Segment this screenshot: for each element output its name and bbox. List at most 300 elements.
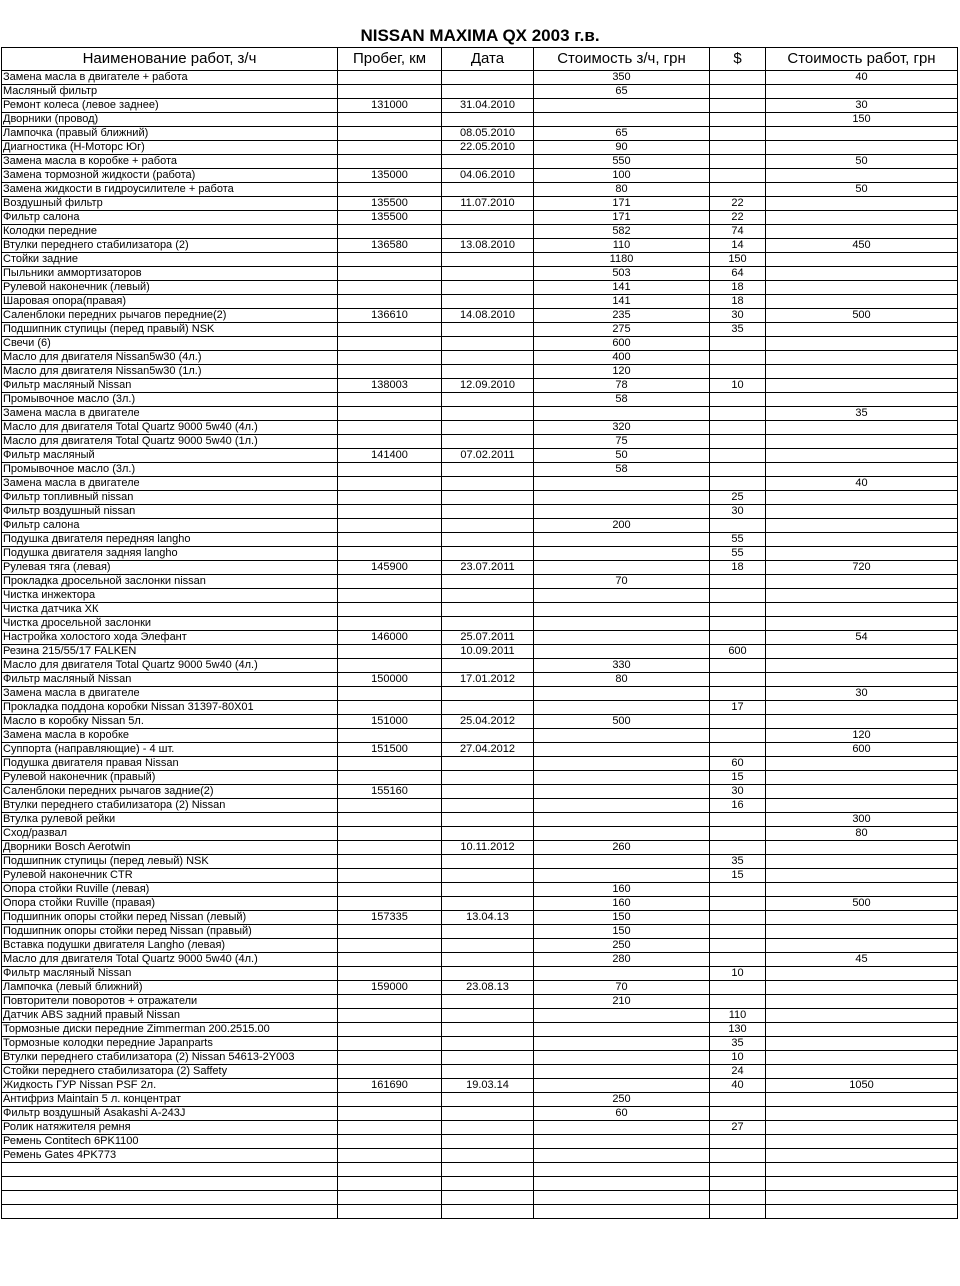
- cell-usd: [710, 953, 766, 967]
- cell-date: 17.01.2012: [442, 673, 534, 687]
- cell-work-cost: [766, 1205, 958, 1219]
- cell-work-cost: [766, 883, 958, 897]
- cell-parts-cost: [534, 743, 710, 757]
- cell-parts-cost: 75: [534, 435, 710, 449]
- table-row: [2, 253, 958, 267]
- cell-usd: [710, 155, 766, 169]
- cell-work-cost: [766, 491, 958, 505]
- table-row: [2, 211, 958, 225]
- cell-work-cost: 300: [766, 813, 958, 827]
- cell-usd: [710, 407, 766, 421]
- cell-mileage: 135000: [338, 169, 442, 183]
- cell-work-name: Подшипник ступицы (перед правый) NSK: [2, 323, 338, 337]
- cell-work-cost: [766, 351, 958, 365]
- header-mileage: Пробег, км: [338, 48, 442, 71]
- cell-date: [442, 617, 534, 631]
- cell-usd: 64: [710, 267, 766, 281]
- cell-work-cost: [766, 421, 958, 435]
- cell-parts-cost: 65: [534, 85, 710, 99]
- cell-parts-cost: [534, 589, 710, 603]
- cell-usd: 10: [710, 1051, 766, 1065]
- cell-mileage: 138003: [338, 379, 442, 393]
- cell-parts-cost: 330: [534, 659, 710, 673]
- cell-mileage: [338, 253, 442, 267]
- cell-mileage: [338, 617, 442, 631]
- header-work-name: Наименование работ, з/ч: [2, 48, 338, 71]
- cell-parts-cost: [534, 645, 710, 659]
- table-row: [2, 1093, 958, 1107]
- cell-mileage: [338, 995, 442, 1009]
- cell-work-name: Замена масла в коробке: [2, 729, 338, 743]
- cell-date: [442, 211, 534, 225]
- cell-date: 08.05.2010: [442, 127, 534, 141]
- cell-usd: 25: [710, 491, 766, 505]
- cell-usd: [710, 1205, 766, 1219]
- cell-work-name: Опора стойки Ruville (правая): [2, 897, 338, 911]
- cell-work-cost: [766, 519, 958, 533]
- cell-mileage: 146000: [338, 631, 442, 645]
- cell-work-name: Диагностика (Н-Моторс Юг): [2, 141, 338, 155]
- cell-usd: [710, 141, 766, 155]
- cell-usd: [710, 99, 766, 113]
- cell-mileage: [338, 827, 442, 841]
- cell-parts-cost: 70: [534, 981, 710, 995]
- cell-mileage: [338, 1093, 442, 1107]
- cell-date: [442, 351, 534, 365]
- cell-work-name: Втулки переднего стабилизатора (2) Nissan 54613-2Y003: [2, 1051, 338, 1065]
- cell-mileage: [338, 155, 442, 169]
- cell-parts-cost: [534, 561, 710, 575]
- cell-parts-cost: 503: [534, 267, 710, 281]
- cell-parts-cost: 235: [534, 309, 710, 323]
- cell-date: [442, 1037, 534, 1051]
- cell-mileage: [338, 729, 442, 743]
- cell-mileage: [338, 351, 442, 365]
- cell-date: [442, 393, 534, 407]
- table-row: [2, 1107, 958, 1121]
- cell-date: [442, 575, 534, 589]
- cell-usd: [710, 435, 766, 449]
- cell-date: [442, 827, 534, 841]
- cell-date: [442, 1107, 534, 1121]
- cell-parts-cost: 171: [534, 197, 710, 211]
- cell-parts-cost: 141: [534, 281, 710, 295]
- cell-usd: [710, 575, 766, 589]
- cell-parts-cost: [534, 967, 710, 981]
- cell-mileage: [338, 281, 442, 295]
- cell-parts-cost: 120: [534, 365, 710, 379]
- cell-date: [442, 281, 534, 295]
- cell-usd: [710, 1149, 766, 1163]
- cell-parts-cost: 78: [534, 379, 710, 393]
- cell-date: [442, 1149, 534, 1163]
- table-row: [2, 603, 958, 617]
- cell-date: 10.11.2012: [442, 841, 534, 855]
- cell-usd: [710, 883, 766, 897]
- table-row: [2, 351, 958, 365]
- table-row: [2, 1177, 958, 1191]
- cell-mileage: [338, 1135, 442, 1149]
- cell-parts-cost: [534, 757, 710, 771]
- cell-date: [442, 757, 534, 771]
- cell-date: [442, 939, 534, 953]
- cell-work-cost: [766, 141, 958, 155]
- cell-usd: 10: [710, 967, 766, 981]
- cell-work-name: Ролик натяжителя ремня: [2, 1121, 338, 1135]
- cell-work-name: Фильтр салона: [2, 211, 338, 225]
- cell-work-name: Фильтр воздушный nissan: [2, 505, 338, 519]
- cell-work-cost: [766, 85, 958, 99]
- cell-usd: 18: [710, 281, 766, 295]
- cell-mileage: 151500: [338, 743, 442, 757]
- cell-parts-cost: [534, 113, 710, 127]
- cell-parts-cost: 250: [534, 1093, 710, 1107]
- cell-date: [442, 463, 534, 477]
- cell-usd: 18: [710, 561, 766, 575]
- header-usd: $: [710, 48, 766, 71]
- cell-usd: 16: [710, 799, 766, 813]
- cell-work-cost: [766, 379, 958, 393]
- cell-date: [442, 953, 534, 967]
- table-row: [2, 673, 958, 687]
- cell-date: [442, 785, 534, 799]
- table-row: [2, 841, 958, 855]
- cell-usd: [710, 393, 766, 407]
- cell-work-cost: [766, 1107, 958, 1121]
- cell-usd: [710, 813, 766, 827]
- cell-mileage: [338, 547, 442, 561]
- cell-mileage: [338, 127, 442, 141]
- cell-work-cost: 80: [766, 827, 958, 841]
- cell-parts-cost: 260: [534, 841, 710, 855]
- table-row: [2, 421, 958, 435]
- cell-work-cost: [766, 1051, 958, 1065]
- cell-usd: 10: [710, 379, 766, 393]
- cell-usd: [710, 1191, 766, 1205]
- cell-date: 07.02.2011: [442, 449, 534, 463]
- cell-work-name: Фильтр масляный Nissan: [2, 379, 338, 393]
- cell-work-cost: 600: [766, 743, 958, 757]
- cell-usd: 55: [710, 547, 766, 561]
- cell-work-cost: [766, 785, 958, 799]
- cell-work-name: Лампочка (левый ближний): [2, 981, 338, 995]
- cell-mileage: [338, 771, 442, 785]
- table-row: [2, 883, 958, 897]
- cell-work-name: Масляный фильтр: [2, 85, 338, 99]
- cell-work-cost: [766, 841, 958, 855]
- cell-date: [442, 701, 534, 715]
- cell-usd: [710, 673, 766, 687]
- cell-work-cost: [766, 575, 958, 589]
- cell-date: 13.08.2010: [442, 239, 534, 253]
- cell-work-cost: [766, 1009, 958, 1023]
- cell-work-name: Фильтр масляный Nissan: [2, 673, 338, 687]
- cell-parts-cost: [534, 533, 710, 547]
- cell-work-name: Замена масла в двигателе: [2, 407, 338, 421]
- cell-work-name: Воздушный фильтр: [2, 197, 338, 211]
- cell-work-name: Фильтр топливный nissan: [2, 491, 338, 505]
- cell-usd: [710, 729, 766, 743]
- cell-mileage: [338, 967, 442, 981]
- cell-work-cost: [766, 1177, 958, 1191]
- cell-parts-cost: 550: [534, 155, 710, 169]
- cell-date: [442, 491, 534, 505]
- cell-work-cost: 30: [766, 99, 958, 113]
- cell-work-name: Подушка двигателя задняя langho: [2, 547, 338, 561]
- cell-usd: [710, 449, 766, 463]
- table-row: [2, 561, 958, 575]
- cell-date: [442, 813, 534, 827]
- cell-date: [442, 855, 534, 869]
- table-row: [2, 925, 958, 939]
- cell-mileage: 157335: [338, 911, 442, 925]
- cell-work-cost: [766, 925, 958, 939]
- cell-work-name: Втулки переднего стабилизатора (2): [2, 239, 338, 253]
- cell-date: [442, 155, 534, 169]
- cell-usd: 30: [710, 309, 766, 323]
- cell-mileage: 135500: [338, 211, 442, 225]
- cell-usd: [710, 715, 766, 729]
- cell-work-cost: 40: [766, 477, 958, 491]
- cell-date: [442, 1205, 534, 1219]
- cell-mileage: 150000: [338, 673, 442, 687]
- cell-work-cost: [766, 673, 958, 687]
- cell-work-cost: 500: [766, 897, 958, 911]
- cell-date: [442, 519, 534, 533]
- cell-parts-cost: 100: [534, 169, 710, 183]
- cell-parts-cost: [534, 1177, 710, 1191]
- table-row: [2, 1051, 958, 1065]
- cell-work-name: Замена масла в двигателе: [2, 687, 338, 701]
- cell-work-name: Датчик ABS задний правый Nissan: [2, 1009, 338, 1023]
- cell-work-cost: [766, 715, 958, 729]
- cell-work-name: Масло для двигателя Total Quartz 9000 5w40 (1л.): [2, 435, 338, 449]
- cell-date: 12.09.2010: [442, 379, 534, 393]
- cell-usd: 130: [710, 1023, 766, 1037]
- cell-usd: [710, 603, 766, 617]
- cell-usd: 110: [710, 1009, 766, 1023]
- table-row: [2, 631, 958, 645]
- cell-usd: [710, 71, 766, 85]
- cell-date: [442, 1023, 534, 1037]
- cell-date: [442, 1177, 534, 1191]
- cell-mileage: [338, 841, 442, 855]
- cell-parts-cost: [534, 1065, 710, 1079]
- cell-work-cost: 40: [766, 71, 958, 85]
- table-row: [2, 967, 958, 981]
- table-row: [2, 267, 958, 281]
- cell-mileage: [338, 1205, 442, 1219]
- cell-work-name: Рулевой наконечник (левый): [2, 281, 338, 295]
- table-row: [2, 687, 958, 701]
- cell-parts-cost: [534, 687, 710, 701]
- cell-work-cost: [766, 295, 958, 309]
- cell-date: [442, 267, 534, 281]
- cell-work-cost: [766, 645, 958, 659]
- table-row: [2, 127, 958, 141]
- table-row: [2, 659, 958, 673]
- cell-work-cost: [766, 701, 958, 715]
- cell-mileage: [338, 421, 442, 435]
- cell-date: [442, 337, 534, 351]
- cell-work-name: Масло для двигателя Nissan5w30 (1л.): [2, 365, 338, 379]
- cell-usd: [710, 911, 766, 925]
- cell-date: [442, 407, 534, 421]
- cell-date: [442, 603, 534, 617]
- cell-parts-cost: 200: [534, 519, 710, 533]
- table-row: [2, 183, 958, 197]
- cell-usd: 30: [710, 785, 766, 799]
- cell-mileage: [338, 1051, 442, 1065]
- cell-work-name: Масло для двигателя Nissan5w30 (4л.): [2, 351, 338, 365]
- cell-mileage: [338, 1163, 442, 1177]
- cell-mileage: [338, 519, 442, 533]
- cell-usd: [710, 925, 766, 939]
- cell-mileage: 145900: [338, 561, 442, 575]
- cell-work-name: Колодки передние: [2, 225, 338, 239]
- cell-mileage: [338, 1177, 442, 1191]
- cell-usd: [710, 841, 766, 855]
- table-row: [2, 701, 958, 715]
- cell-parts-cost: 90: [534, 141, 710, 155]
- table-row: [2, 141, 958, 155]
- cell-mileage: [338, 365, 442, 379]
- cell-usd: 600: [710, 645, 766, 659]
- header-work-cost: Стоимость работ, грн: [766, 48, 958, 71]
- cell-work-name: Фильтр воздушный Asakashi A-243J: [2, 1107, 338, 1121]
- table-row: [2, 1121, 958, 1135]
- cell-usd: 150: [710, 253, 766, 267]
- cell-usd: 22: [710, 197, 766, 211]
- cell-mileage: [338, 113, 442, 127]
- table-row: [2, 1149, 958, 1163]
- cell-date: 25.04.2012: [442, 715, 534, 729]
- cell-date: [442, 883, 534, 897]
- cell-usd: [710, 365, 766, 379]
- cell-mileage: [338, 659, 442, 673]
- cell-work-cost: [766, 1093, 958, 1107]
- cell-work-name: Масло для двигателя Total Quartz 9000 5w40 (4л.): [2, 659, 338, 673]
- cell-usd: [710, 939, 766, 953]
- table-row: [2, 995, 958, 1009]
- cell-date: [442, 505, 534, 519]
- cell-usd: [710, 1107, 766, 1121]
- cell-usd: 18: [710, 295, 766, 309]
- cell-mileage: [338, 645, 442, 659]
- table-row: [2, 477, 958, 491]
- cell-mileage: [338, 813, 442, 827]
- cell-parts-cost: 58: [534, 463, 710, 477]
- cell-work-cost: 50: [766, 183, 958, 197]
- cell-date: [442, 869, 534, 883]
- cell-work-name: Пыльники аммортизаторов: [2, 267, 338, 281]
- cell-parts-cost: 275: [534, 323, 710, 337]
- cell-work-name: Ремонт колеса (левое заднее): [2, 99, 338, 113]
- cell-mileage: [338, 701, 442, 715]
- cell-usd: 35: [710, 323, 766, 337]
- cell-parts-cost: [534, 785, 710, 799]
- cell-mileage: [338, 463, 442, 477]
- cell-work-name: Свечи (6): [2, 337, 338, 351]
- cell-work-name: Прокладка дросельной заслонки nissan: [2, 575, 338, 589]
- table-row: [2, 449, 958, 463]
- cell-usd: 40: [710, 1079, 766, 1093]
- cell-date: [442, 967, 534, 981]
- cell-mileage: 136580: [338, 239, 442, 253]
- cell-mileage: [338, 1191, 442, 1205]
- cell-date: 04.06.2010: [442, 169, 534, 183]
- cell-date: 19.03.14: [442, 1079, 534, 1093]
- page-title: NISSAN MAXIMA QX 2003 г.в.: [360, 26, 600, 45]
- table-row: [2, 953, 958, 967]
- table-row: [2, 281, 958, 295]
- cell-date: [442, 85, 534, 99]
- cell-parts-cost: 350: [534, 71, 710, 85]
- cell-work-cost: 45: [766, 953, 958, 967]
- cell-mileage: [338, 1065, 442, 1079]
- cell-mileage: [338, 295, 442, 309]
- cell-work-cost: [766, 1191, 958, 1205]
- cell-parts-cost: [534, 547, 710, 561]
- cell-work-cost: [766, 939, 958, 953]
- cell-work-cost: [766, 365, 958, 379]
- cell-parts-cost: [534, 813, 710, 827]
- cell-mileage: 136610: [338, 309, 442, 323]
- cell-date: 11.07.2010: [442, 197, 534, 211]
- table-row: [2, 435, 958, 449]
- cell-work-name: Промывочное масло (3л.): [2, 463, 338, 477]
- cell-mileage: [338, 225, 442, 239]
- cell-date: [442, 421, 534, 435]
- cell-parts-cost: [534, 1191, 710, 1205]
- table-row: [2, 1205, 958, 1219]
- cell-mileage: 159000: [338, 981, 442, 995]
- cell-mileage: [338, 533, 442, 547]
- table-row: [2, 99, 958, 113]
- cell-work-cost: [766, 1121, 958, 1135]
- cell-parts-cost: 582: [534, 225, 710, 239]
- table-row: [2, 323, 958, 337]
- cell-usd: [710, 631, 766, 645]
- cell-date: 31.04.2010: [442, 99, 534, 113]
- cell-work-cost: [766, 337, 958, 351]
- cell-work-cost: [766, 855, 958, 869]
- cell-date: [442, 113, 534, 127]
- table-row: [2, 939, 958, 953]
- table-row: [2, 897, 958, 911]
- cell-mileage: [338, 141, 442, 155]
- cell-date: 23.07.2011: [442, 561, 534, 575]
- cell-work-cost: [766, 799, 958, 813]
- table-row: [2, 295, 958, 309]
- table-row: [2, 239, 958, 253]
- cell-work-name: Дворники (провод): [2, 113, 338, 127]
- cell-usd: [710, 687, 766, 701]
- cell-mileage: [338, 1023, 442, 1037]
- cell-mileage: [338, 491, 442, 505]
- cell-mileage: [338, 1149, 442, 1163]
- cell-usd: [710, 981, 766, 995]
- table-row: [2, 813, 958, 827]
- table-row: [2, 407, 958, 421]
- table-row: [2, 1163, 958, 1177]
- cell-parts-cost: 150: [534, 925, 710, 939]
- cell-mileage: [338, 505, 442, 519]
- cell-date: [442, 659, 534, 673]
- table-row: [2, 855, 958, 869]
- cell-mileage: [338, 435, 442, 449]
- cell-date: [442, 925, 534, 939]
